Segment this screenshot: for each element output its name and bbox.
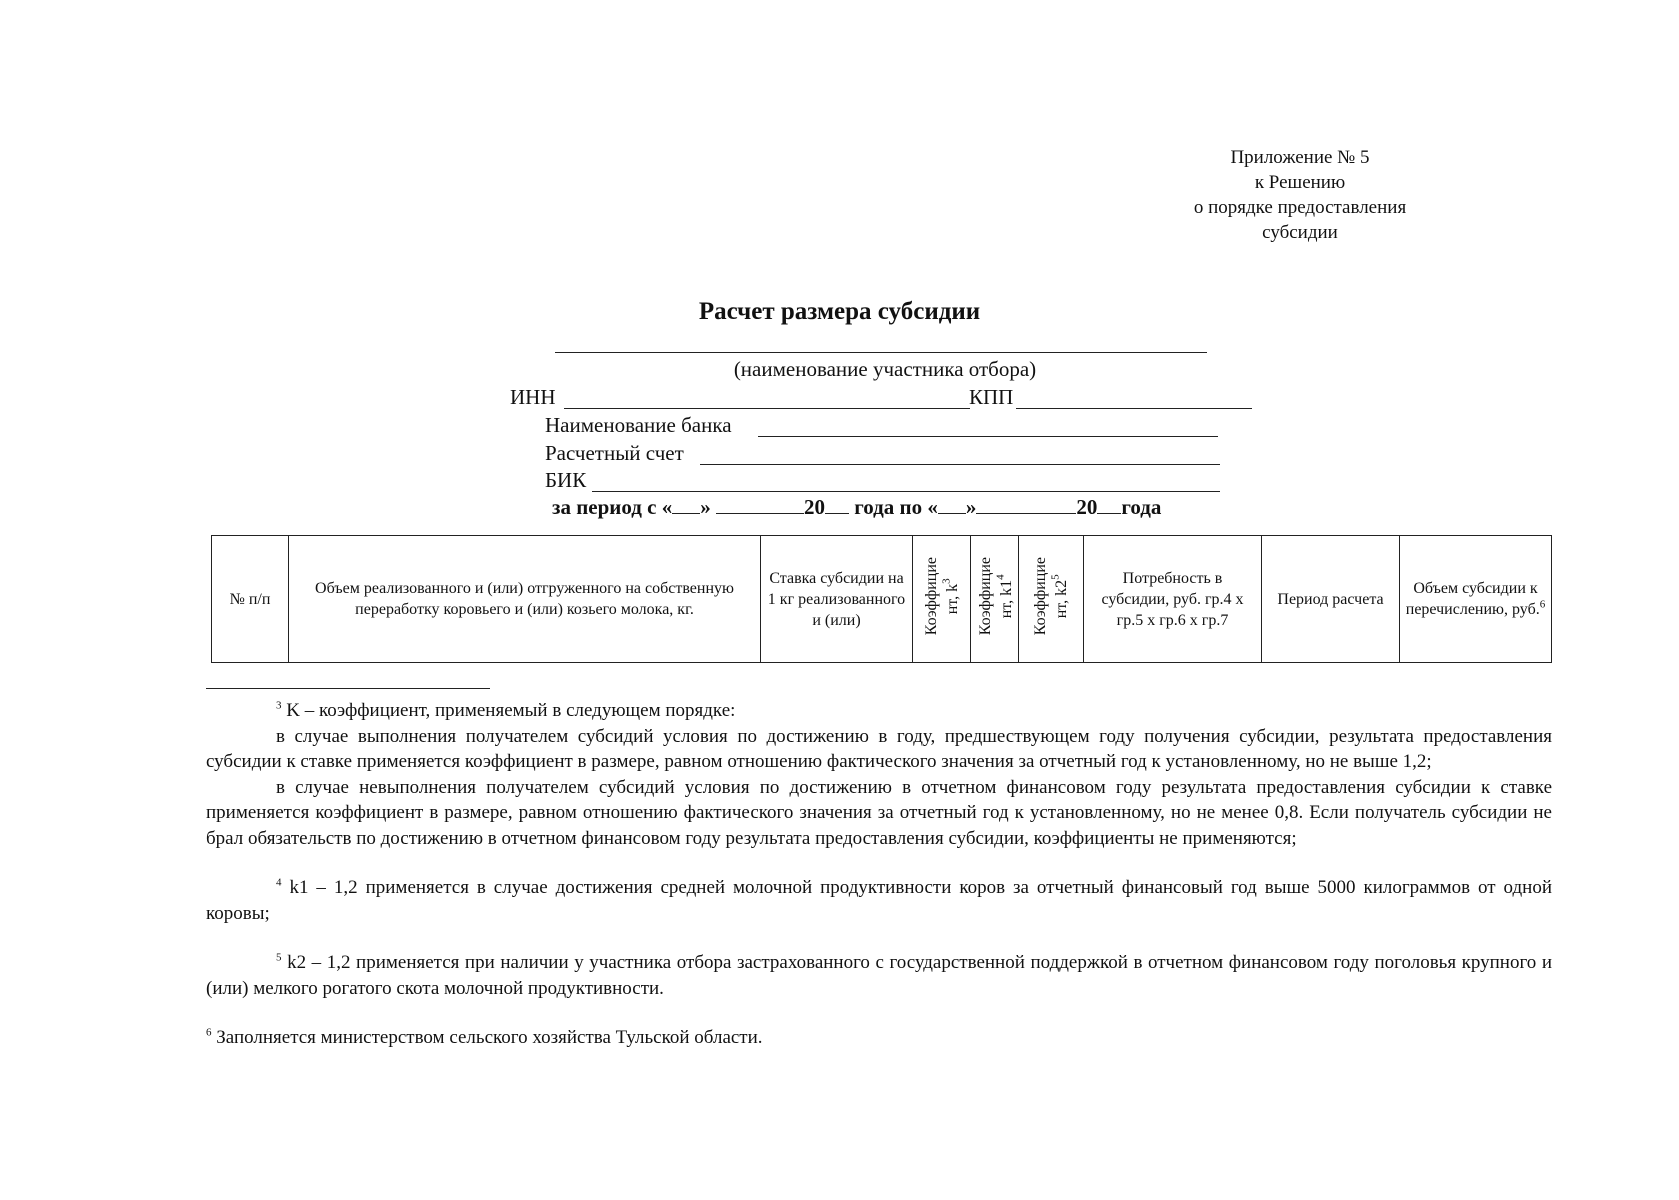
footnote-separator [206, 688, 490, 689]
participant-caption: (наименование участника отбора) [733, 357, 1037, 381]
appendix-subject-end: субсидии [1262, 222, 1338, 243]
bank-label: Наименование банка [545, 413, 732, 437]
header-subsidy-need: Потребность в субсидии, руб. гр.4 х гр.5 х гр.6 х гр.7 [1084, 536, 1262, 663]
header-milk-volume: Объем реализованного и (или) отгруженного на собственную переработку коровьего и (или) козьего молока, кг. [289, 536, 761, 663]
appendix-header [1130, 145, 1470, 245]
footnotes [206, 698, 1552, 1051]
participant-name-line [555, 352, 1207, 353]
period-from-label: за период с « [552, 495, 673, 519]
appendix-reference: к Решению [1254, 172, 1346, 193]
header-coefficient-k2: Коэффицие нт, $k2^5$ [1019, 536, 1084, 663]
period-year-from-blank [825, 495, 849, 514]
period-to-label: года по « [854, 495, 938, 519]
bik-label: БИК [545, 468, 587, 492]
header-coefficient-k1: Коэффицие нт, $k1^4$ [971, 536, 1019, 663]
period-day-to-blank [938, 495, 966, 514]
footnote-3-paragraph-1: в случае выполнения получателем субсидий условия по достижению в году, предшествующем году получения субсидии, результата предоставления субсидии к ставке применяется коэффициент в размере, равном отношению фактического значения за отчетный год к установленному, но не выше 1,2; [206, 725, 1552, 772]
period-quote-close: » [700, 495, 711, 519]
appendix-subject: о порядке предоставления [1193, 197, 1407, 218]
period-year-to-blank [1097, 495, 1121, 514]
appendix-number: Приложение № 5 [1230, 147, 1370, 168]
table-header-row [212, 536, 1552, 663]
footnote-3-paragraph-2: в случае невыполнения получателем субсидий условия по достижению в отчетном финансовом году результата предоставления субсидии к ставке применяется коэффициент в размере, равном отношению фактического значения за отчетный год к установленному, но не менее 0,8. Если получатель субсидии не брал обязательств по достижению в отчетном финансовом году результата предоставления субсидии, коэффициенты не применяются; [206, 776, 1552, 849]
header-coefficient-k: Коэффицие нт, $k^3$ [913, 536, 971, 663]
footnote-3-intro: $^3$ K – коэффициент, применяемый в следующем порядке: [276, 699, 736, 721]
kpp-line [1016, 408, 1252, 409]
subsidy-calculation-table [211, 535, 1552, 663]
document-title: Расчет размера субсидии [698, 298, 981, 325]
inn-label: ИНН [510, 385, 556, 409]
period-line [552, 495, 1161, 520]
inn-line [564, 408, 970, 409]
period-day-from-blank [672, 495, 700, 514]
bik-line [592, 491, 1220, 492]
account-label: Расчетный счет [545, 441, 684, 465]
period-year-to-prefix: 20 [1076, 495, 1098, 519]
period-year-to-label: года [1121, 495, 1162, 519]
footnote-6: $^6$ Заполняется министерством сельского хозяйства Тульской области. [206, 1026, 763, 1048]
period-month-from-blank [716, 495, 804, 514]
period-month-to-blank [976, 495, 1076, 514]
header-subsidy-rate: Ставка субсидии на 1 кг реализованного и (или) [761, 536, 913, 663]
bank-line [758, 436, 1218, 437]
footnote-4: $^4$ k1 – 1,2 применяется в случае достижения средней молочной продуктивности коров за отчетный финансовый год выше 5000 килограммов от одной коровы; [206, 876, 1553, 924]
header-calculation-period: Период расчета [1262, 536, 1400, 663]
footnote-5: $^5$ k2 – 1,2 применяется при наличии у участника отбора застрахованного с государственной поддержкой в отчетном финансовом году поголовья крупного и (или) мелкого рогатого скота молочной продуктивности. [206, 951, 1553, 999]
kpp-label: КПП [969, 385, 1014, 409]
header-transfer-volume: Объем субсидии к перечислению, руб.$^6$ [1400, 536, 1552, 663]
account-line [700, 464, 1220, 465]
period-quote-close-2: » [965, 495, 977, 519]
header-number: № п/п [212, 536, 289, 663]
period-year-from-prefix: 20 [803, 495, 825, 519]
